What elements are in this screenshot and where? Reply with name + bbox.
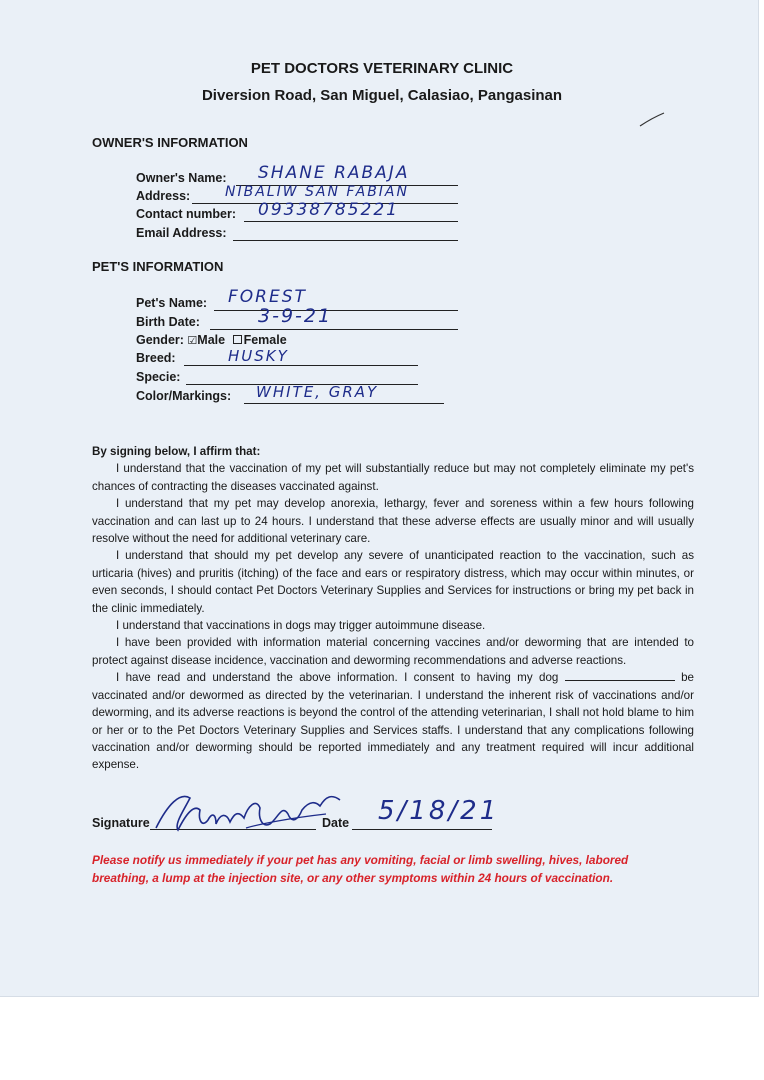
gender-label: Gender: <box>136 333 184 347</box>
owner-section-title: OWNER'S INFORMATION <box>92 135 248 150</box>
birth-line <box>210 329 458 330</box>
notice-text: Please notify us immediately if your pet has any vomiting, facial or limb swelling, hives, labored breathing, a lump at the injection site, or any other symptoms within 24 hours of vaccination. <box>92 853 629 885</box>
owner-name-value[interactable]: SHANE RABAJA <box>258 163 410 183</box>
date-label: Date <box>322 816 350 830</box>
pet-name-label: Pet's Name: <box>136 296 208 310</box>
signature-label: Signature <box>92 816 150 830</box>
contact-label: Contact number: <box>136 207 236 221</box>
color-value[interactable]: WHITE, GRAY <box>256 383 379 401</box>
consent-text-b: be vaccinated and/or dewormed as directed by the veterinarian. I understand the inherent risk of vaccinations and/or deworming, and its adverse reactions is beyond the control of the attending veterinarian, I shall not hold blame to him or her or to the Pet Doctors Veterinary Supplies and Services staffs. I understand that any complications following vaccination and/or deworming should be reported immediately and any treatment required will incur additional expense. <box>92 671 694 772</box>
affirm-paragraph-6 <box>92 669 694 773</box>
pet-name-value[interactable]: FOREST <box>228 287 307 307</box>
date-value[interactable]: 5/18/21 <box>378 796 500 826</box>
birth-label: Birth Date: <box>136 315 200 329</box>
affirm-paragraph-5: I have been provided with information material concerning vaccines and/or deworming that are intended to protect against disease incidence, vaccination and deworming recommendations and adverse reactions. <box>92 636 694 667</box>
pen-mark <box>638 110 668 130</box>
clinic-name: PET DOCTORS VETERINARY CLINIC <box>250 60 514 77</box>
email-label: Email Address: <box>136 226 227 240</box>
email-line[interactable] <box>233 240 458 241</box>
male-checked-icon[interactable]: ☑ <box>187 335 198 347</box>
contact-line <box>244 221 458 222</box>
date-line <box>352 829 492 830</box>
affirm-intro: By signing below, I affirm that: <box>92 445 261 458</box>
specie-label: Specie: <box>136 370 181 384</box>
address-value[interactable]: NIBALIW SAN FABIAN <box>225 184 409 200</box>
color-label: Color/Markings: <box>136 389 232 403</box>
dog-name-blank[interactable] <box>565 670 675 681</box>
consent-text-a: I have read and understand the above information. I consent to having my dog <box>116 671 559 685</box>
gender-male-label: Male <box>197 333 226 347</box>
color-line <box>244 403 444 404</box>
affirmation-text <box>92 443 694 774</box>
breed-label: Breed: <box>136 351 176 365</box>
handwritten-signature[interactable] <box>150 784 350 840</box>
pet-name-line <box>214 310 458 311</box>
birth-value[interactable]: 3-9-21 <box>258 305 333 327</box>
pet-section-title: PET'S INFORMATION <box>92 259 224 274</box>
affirm-paragraph-2: I understand that my pet may develop anorexia, lethargy, fever and soreness within a few hours following vaccination and can last up to 24 hours. I understand that these adverse effects are usually minor and will usually resolve without the need for additional veterinary care. <box>92 497 694 546</box>
clinic-address: Diversion Road, San Miguel, Calasiao, Pangasinan <box>201 87 563 104</box>
gender-female-label: Female <box>243 333 287 347</box>
gender-row <box>136 333 287 347</box>
affirm-paragraph-4: I understand that vaccinations in dogs may trigger autoimmune disease. <box>116 619 486 633</box>
address-label: Address: <box>136 189 191 203</box>
breed-line <box>184 365 418 366</box>
affirm-paragraph-1: I understand that the vaccination of my pet will substantially reduce but may not completely eliminate my pet's chances of contracting the diseases vaccinated against. <box>92 462 694 493</box>
breed-value[interactable]: HUSKY <box>228 347 289 365</box>
owner-name-label: Owner's Name: <box>136 171 227 185</box>
contact-value[interactable]: 09338785221 <box>258 200 399 220</box>
female-checkbox-icon[interactable] <box>233 335 242 344</box>
affirm-paragraph-3: I understand that should my pet develop any severe of unanticipated reaction to the vaccination, such as urticaria (hives) and pruritis (itching) of the face and ears or respiratory distress, which may occur within minutes, or even seconds, I should contact Pet Doctors Veterinary Supplies and Services for instructions or bring my pet back in the clinic immediately. <box>92 549 694 615</box>
